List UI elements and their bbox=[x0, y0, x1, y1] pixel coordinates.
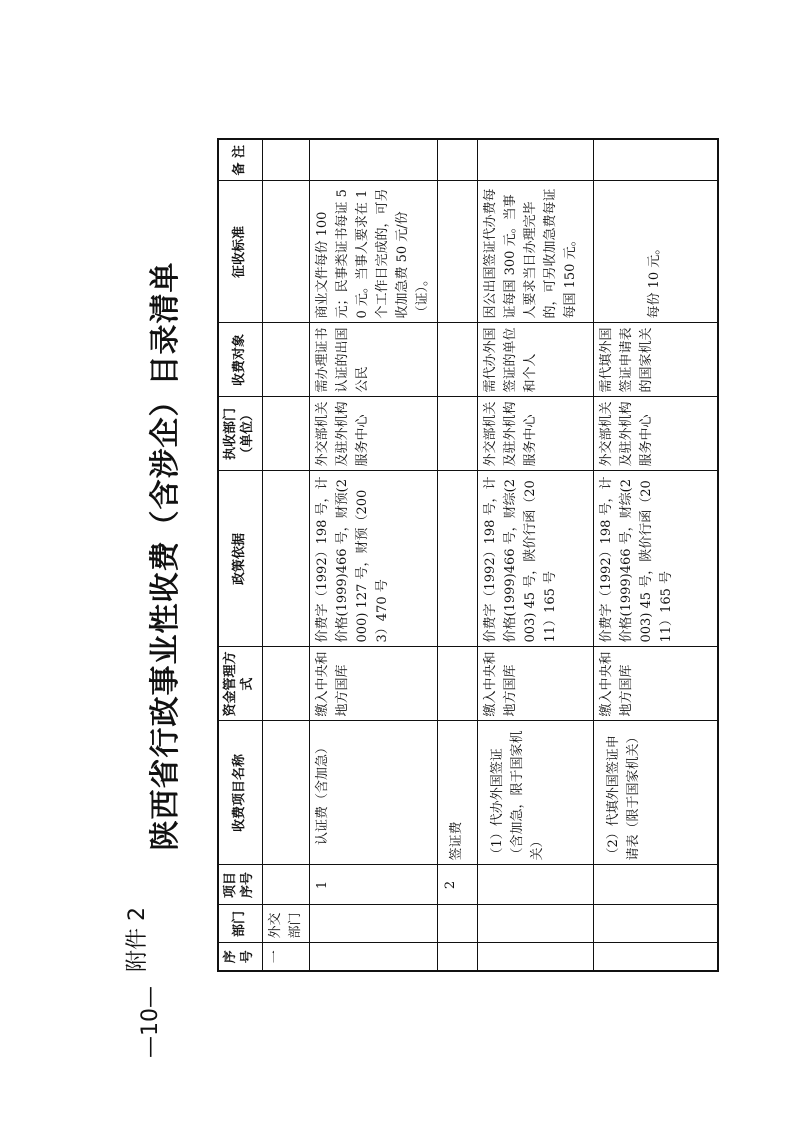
cell-policy bbox=[437, 471, 477, 647]
header-collector: 执收部门（单位） bbox=[218, 397, 262, 471]
header-name: 收费项目名称 bbox=[218, 721, 262, 865]
header-fund: 资金管理方式 bbox=[218, 647, 262, 721]
cell-fund bbox=[262, 647, 309, 721]
header-policy: 政策依据 bbox=[218, 471, 262, 647]
cell-dept: 外交部门 bbox=[262, 905, 309, 943]
cell-standard: 商业文件每份 100 元；民事类证书每证 50 元。当事人要求在 1 个工作日完成的，可另收加急费 50 元/份（证）。 bbox=[309, 181, 437, 323]
cell-fund: 缴入中央和地方国库 bbox=[593, 647, 718, 721]
cell-standard: 因公出国签证代办费每证每国 300 元。当事人要求当日办理完毕的，可另收加急费每证每国 150 元。 bbox=[477, 181, 593, 323]
header-item-no: 项目序号 bbox=[218, 865, 262, 905]
table-row bbox=[477, 139, 593, 971]
cell-collector bbox=[437, 397, 477, 471]
cell-remark bbox=[262, 139, 309, 181]
cell-item-no: 2 bbox=[437, 865, 477, 905]
cell-standard bbox=[262, 181, 309, 323]
cell-dept bbox=[309, 905, 437, 943]
table-row bbox=[309, 139, 437, 971]
cell-policy: 价费字（1992）198 号，计价格(1999)466 号，财综(2003) 45 号，陕价行函（2011）165 号 bbox=[593, 471, 718, 647]
cell-standard bbox=[437, 181, 477, 323]
cell-name bbox=[262, 721, 309, 865]
cell-dept bbox=[437, 905, 477, 943]
cell-standard: 每份 10 元。 bbox=[593, 181, 718, 323]
cell-dept bbox=[477, 905, 593, 943]
cell-name: （2）代填外国签证申请表（限于国家机关） bbox=[593, 721, 718, 865]
cell-collector: 外交部机关及驻外机构服务中心 bbox=[593, 397, 718, 471]
cell-remark bbox=[477, 139, 593, 181]
cell-item-no: 1 bbox=[309, 865, 437, 905]
cell-seq bbox=[477, 943, 593, 971]
cell-target: 需办理证书认证的出国公民 bbox=[309, 323, 437, 397]
cell-name: 签证费 bbox=[437, 721, 477, 865]
table-row bbox=[262, 139, 309, 971]
page-title: 陕西省行政事业性收费（含涉企）目录清单 bbox=[148, 261, 183, 851]
cell-fund: 缴入中央和地方国库 bbox=[477, 647, 593, 721]
table-header-row bbox=[218, 139, 262, 971]
header-remark: 备 注 bbox=[218, 139, 262, 181]
cell-remark bbox=[593, 139, 718, 181]
cell-seq bbox=[593, 943, 718, 971]
cell-item-no bbox=[477, 865, 593, 905]
cell-collector: 外交部机关及驻外机构服务中心 bbox=[477, 397, 593, 471]
table-row bbox=[593, 139, 718, 971]
attachment-label: 附件 2 bbox=[125, 907, 150, 972]
cell-remark bbox=[437, 139, 477, 181]
cell-dept bbox=[593, 905, 718, 943]
header-dept: 部门 bbox=[218, 905, 262, 943]
rotated-page-content bbox=[120, 140, 690, 972]
cell-collector: 外交部机关及驻外机构服务中心 bbox=[309, 397, 437, 471]
cell-remark bbox=[309, 139, 437, 181]
cell-collector bbox=[262, 397, 309, 471]
cell-policy: 价费字（1992）198 号，计价格(1999)466 号，财预(2000) 127 号，财预（2003）470 号 bbox=[309, 471, 437, 647]
cell-target: 需代办外国签证的单位和个人 bbox=[477, 323, 593, 397]
header-seq: 序号 bbox=[218, 943, 262, 971]
cell-seq bbox=[437, 943, 477, 971]
header-standard: 征收标准 bbox=[218, 181, 262, 323]
cell-target bbox=[437, 323, 477, 397]
fee-catalog-table bbox=[217, 138, 719, 972]
cell-name: （1）代办外国签证（含加急，限于国家机关） bbox=[477, 721, 593, 865]
cell-target bbox=[262, 323, 309, 397]
cell-target: 需代填外国签证申请表的国家机关 bbox=[593, 323, 718, 397]
cell-seq: 一 bbox=[262, 943, 309, 971]
cell-policy bbox=[262, 471, 309, 647]
cell-fund: 缴入中央和地方国库 bbox=[309, 647, 437, 721]
cell-item-no bbox=[593, 865, 718, 905]
cell-seq bbox=[309, 943, 437, 971]
table-row bbox=[437, 139, 477, 971]
cell-item-no bbox=[262, 865, 309, 905]
cell-name: 认证费（含加急） bbox=[309, 721, 437, 865]
cell-policy: 价费字（1992）198 号，计价格(1999)466 号，财综(2003) 45 号，陕价行函（2011）165 号 bbox=[477, 471, 593, 647]
cell-fund bbox=[437, 647, 477, 721]
header-target: 收费对象 bbox=[218, 323, 262, 397]
page-number: —10— bbox=[137, 986, 163, 1058]
